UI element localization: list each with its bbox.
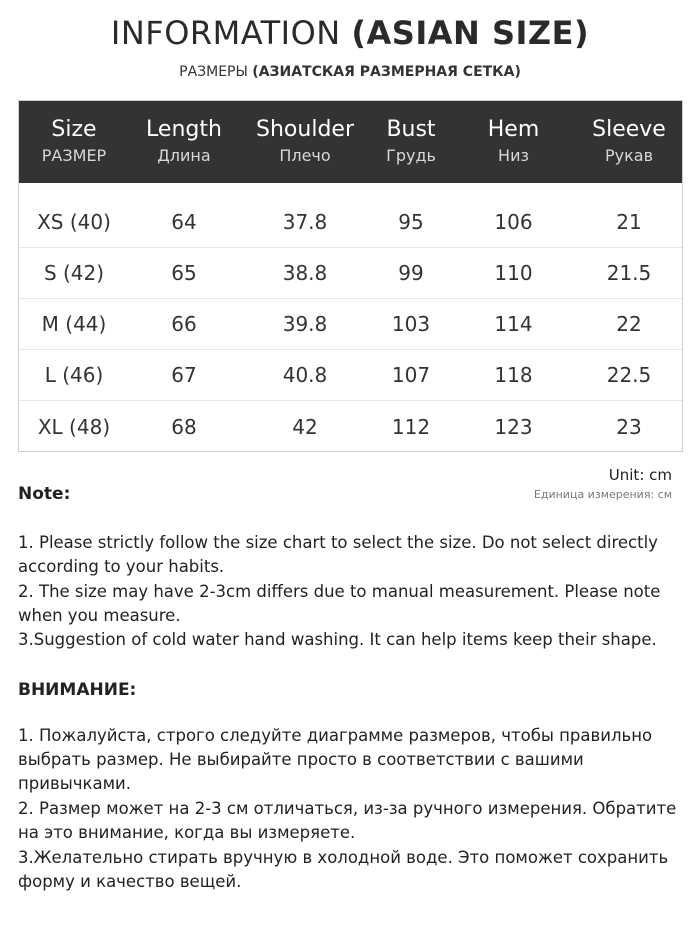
column-header-shoulder: [239, 101, 371, 183]
unit-label-ru: Единица измерения: см: [533, 488, 672, 501]
note-heading-ru: ВНИМАНИЕ:: [18, 680, 137, 700]
column-header-ru: Рукав: [604, 146, 653, 165]
table-row: [19, 248, 682, 299]
column-header-size: [19, 101, 129, 183]
cell-bust: 107: [391, 363, 431, 387]
cell-size: M (44): [41, 312, 107, 336]
cell-size: XL (48): [37, 414, 111, 439]
table-row: [19, 197, 682, 248]
cell-bust: 95: [398, 210, 424, 234]
column-header-length: [129, 101, 239, 183]
cell-size: S (42): [43, 261, 105, 285]
cell-length: 65: [171, 261, 197, 285]
title-light: INFORMATION: [110, 14, 341, 52]
column-header-en: Size: [51, 117, 97, 142]
cell-sleeve: 23: [616, 414, 642, 439]
column-header-en: Shoulder: [256, 117, 354, 142]
subtitle-bold: (АЗИАТСКАЯ РАЗМЕРНАЯ СЕТКА): [252, 64, 521, 80]
column-header-ru: Длина: [157, 146, 211, 165]
note-paragraph-3: 3.Suggestion of cold water hand washing. It can help items keep their shape.: [18, 630, 657, 649]
cell-length: 68: [171, 414, 197, 439]
cell-length: 64: [171, 210, 197, 234]
table-row: [19, 299, 682, 350]
cell-bust: 112: [391, 414, 431, 439]
table-row: [19, 401, 682, 452]
cell-bust: 99: [398, 261, 424, 285]
column-header-ru: Плечо: [279, 146, 331, 165]
size-table: [18, 100, 683, 452]
cell-sleeve: 21: [616, 210, 642, 234]
note-heading: Note:: [18, 484, 71, 504]
column-header-en: Bust: [386, 117, 436, 142]
cell-hem: 106: [494, 210, 533, 234]
cell-sleeve: 22.5: [606, 363, 652, 387]
title-bold: (ASIAN SIZE): [351, 14, 590, 52]
column-header-ru: Низ: [498, 146, 529, 165]
cell-length: 66: [171, 312, 197, 336]
note-ru-paragraph-3: 3.Желательно стирать вручную в холодной воде. Это поможет сохранить форму и качество вещей.: [18, 848, 669, 891]
size-table-header: [19, 101, 682, 183]
column-header-bust: [371, 101, 451, 183]
cell-shoulder: 39.8: [282, 312, 328, 336]
note-paragraph-1: 1. Please strictly follow the size chart to select the size. Do not select directly according to your habits.: [18, 533, 658, 576]
column-header-ru: Грудь: [386, 146, 436, 165]
cell-hem: 118: [494, 363, 533, 387]
cell-shoulder: 37.8: [282, 210, 328, 234]
column-header-en: Hem: [487, 117, 540, 142]
cell-size: L (46): [44, 363, 104, 387]
cell-length: 67: [171, 363, 197, 387]
cell-shoulder: 38.8: [282, 261, 328, 285]
cell-shoulder: 40.8: [282, 363, 328, 387]
column-header-en: Length: [146, 117, 222, 142]
cell-sleeve: 21.5: [606, 261, 652, 285]
table-row: [19, 350, 682, 401]
column-header-ru: РАЗМЕР: [41, 146, 107, 165]
note-ru-paragraph-1: 1. Пожалуйста, строго следуйте диаграмме размеров, чтобы правильно выбрать размер. Не выбирайте просто в соответствии с вашими привычками.: [18, 726, 653, 793]
cell-size: XS (40): [37, 210, 111, 234]
unit-label: Unit: cm: [608, 466, 672, 484]
note-paragraph-2: 2. The size may have 2-3cm differs due to manual measurement. Please note when you measure.: [18, 582, 661, 625]
page-subtitle: [0, 64, 700, 80]
note-ru-paragraph-2: 2. Размер может на 2-3 см отличаться, из-за ручного измерения. Обратите на это внимание, когда вы измеряете.: [18, 799, 677, 842]
page-title: [0, 14, 700, 52]
size-table-body: [19, 197, 682, 452]
cell-shoulder: 42: [292, 414, 318, 439]
column-header-sleeve: [576, 101, 682, 183]
cell-hem: 110: [494, 261, 533, 285]
cell-sleeve: 22: [616, 312, 642, 336]
subtitle-light: РАЗМЕРЫ: [179, 64, 248, 80]
column-header-hem: [451, 101, 576, 183]
cell-hem: 123: [494, 414, 533, 439]
cell-hem: 114: [494, 312, 533, 336]
cell-bust: 103: [391, 312, 431, 336]
column-header-en: Sleeve: [592, 117, 666, 142]
